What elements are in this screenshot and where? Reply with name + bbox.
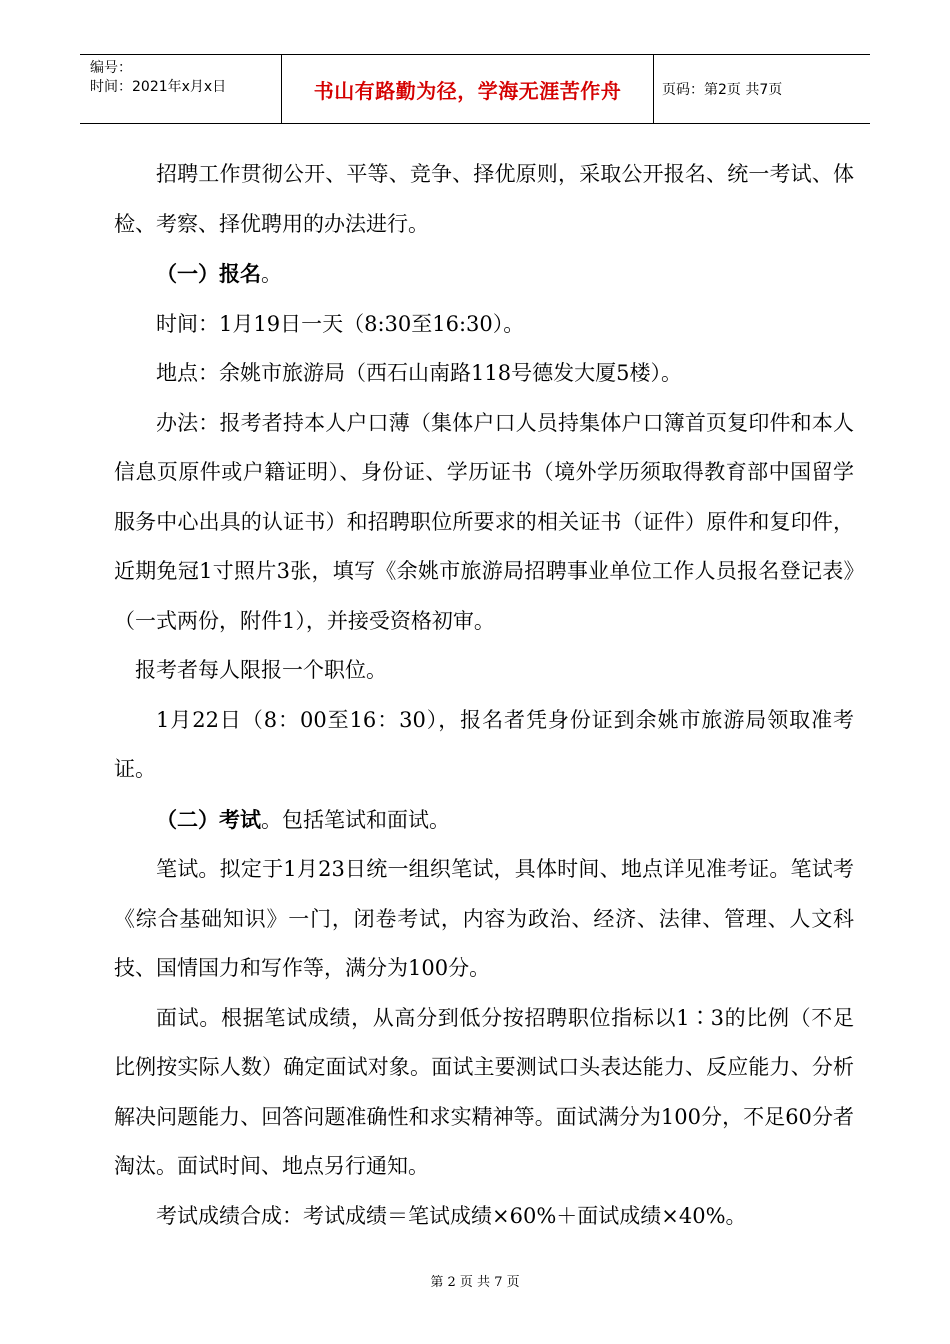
section2-heading-suffix: 。包括笔试和面试。 bbox=[261, 807, 450, 832]
section1-heading-line bbox=[114, 249, 854, 300]
registration-place: 地点：余姚市旅游局（西石山南路118号德发大厦5楼）。 bbox=[156, 361, 682, 385]
one-position-note: 报考者每人限报一个职位。 bbox=[135, 658, 387, 682]
written-exam-paragraph: 笔试。拟定于1月23日统一组织笔试，具体时间、地点详见准考证。笔试考《综合基础知识》一门，闭卷考试，内容为政治、经济、法律、管理、人文科技、国情国力和写作等，满分为100分。 bbox=[114, 857, 854, 980]
header-motto: 书山有路勤为径，学海无涯苦作舟 bbox=[282, 55, 654, 123]
header-meta bbox=[80, 55, 282, 123]
interview-paragraph: 面试。根据笔试成绩，从高分到低分按招聘职位指标以1∶3的比例（不足比例按实际人数）确定面试对象。面试主要测试口头表达能力、反应能力、分析解决问题能力、回答问题准确性和求实精神等。面试满分为100分，不足60分者淘汰。面试时间、地点另行通知。 bbox=[114, 1005, 854, 1178]
page-footer: 第 2 页 共 7 页 bbox=[430, 1275, 520, 1290]
registration-method: 办法：报考者持本人户口薄（集体户口人员持集体户口簿首页复印件和本人信息页原件或户籍证明）、身份证、学历证书（境外学历须取得教育部中国留学服务中心出具的认证书）和招聘职位所要求的相关证书（证件）原件和复印件，近期免冠1寸照片3张，填写《余姚市旅游局招聘事业单位工作人员报名登记表》（一式两份，附件1），并接受资格初审。 bbox=[114, 410, 854, 633]
time-label: 时间：2021年x月x日 bbox=[90, 79, 227, 95]
score-formula-paragraph: 考试成绩合成：考试成绩＝笔试成绩×60%＋面试成绩×40%。 bbox=[156, 1203, 747, 1228]
page-header bbox=[80, 54, 870, 124]
section2-heading: （二）考试 bbox=[156, 806, 261, 832]
registration-time: 时间：1月19日一天（8:30至16:30）。 bbox=[156, 311, 525, 336]
intro-paragraph: 招聘工作贯彻公开、平等、竞争、择优原则，采取公开报名、统一考试、体检、考察、择优聘用的办法进行。 bbox=[114, 162, 854, 236]
section1-heading: （一）报名 bbox=[156, 261, 261, 286]
serial-label: 编号： bbox=[90, 60, 132, 76]
document-body bbox=[114, 150, 854, 1241]
section1-heading-suffix: 。 bbox=[261, 262, 282, 286]
header-page-label: 页码：第2页 共7页 bbox=[662, 82, 783, 98]
admission-ticket-note: 1月22日（8：00至16：30），报名者凭身份证到余姚市旅游局领取准考证。 bbox=[114, 707, 854, 781]
section2-heading-line bbox=[114, 795, 854, 846]
